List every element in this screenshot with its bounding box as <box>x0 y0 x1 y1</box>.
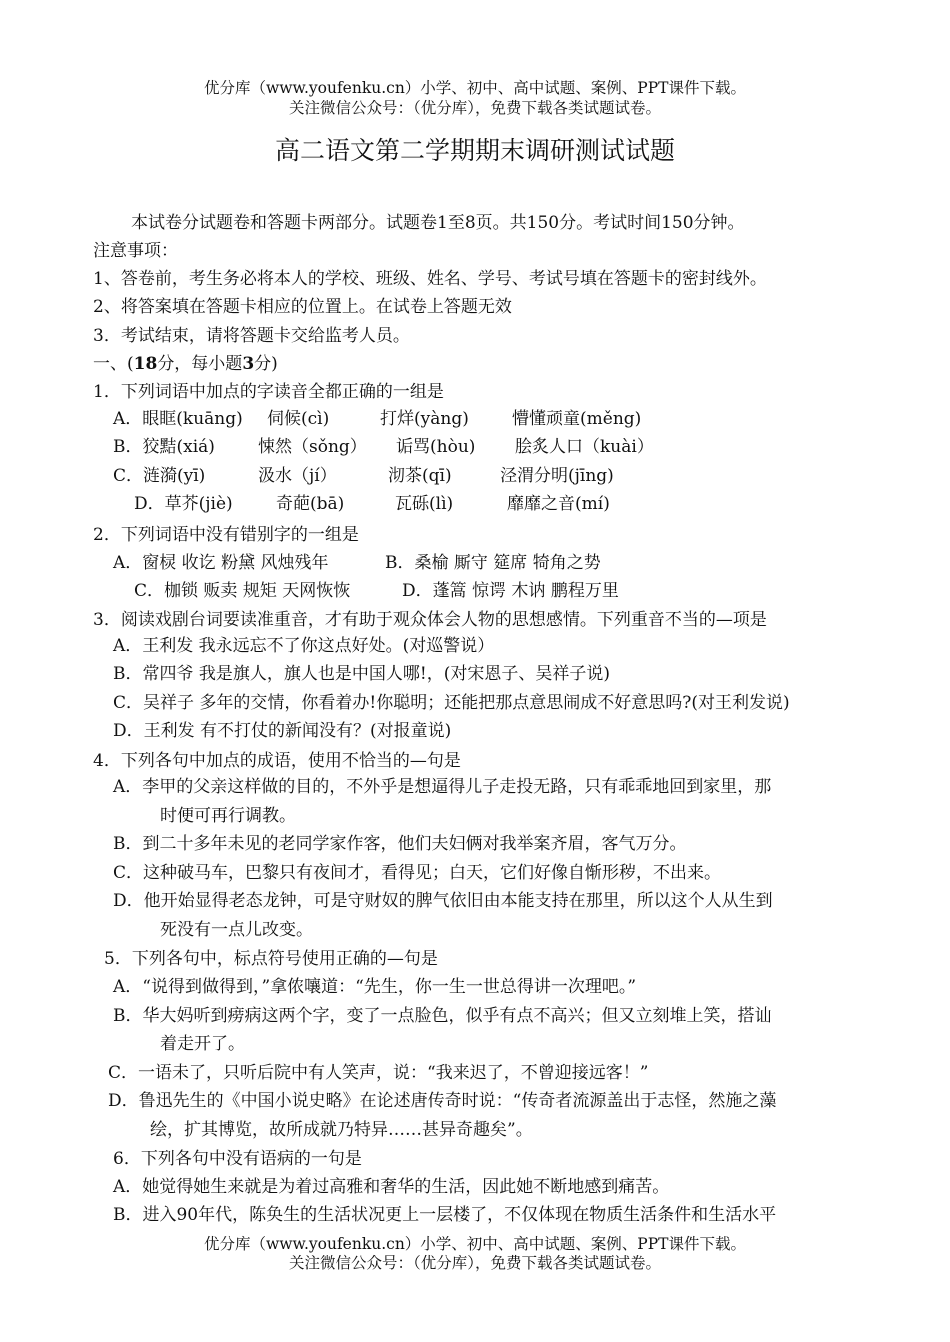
q4-option-d: D．他开始显得老态龙钟，可是守财奴的脾气依旧由本能支持在那里，所以这个人从生到 <box>113 891 773 911</box>
question-2-stem: 2．下列词语中没有错别字的一组是 <box>93 525 359 545</box>
question-3-stem: 3．阅读戏剧台词要读准重音，才有助于观众体会人物的思想感情。下列重音不当的—项是 <box>93 610 767 630</box>
q1-option-a-word: 懵懂顽童(měng) <box>512 409 642 429</box>
page-title: 高二语文第二学期期末调研测试试题 <box>274 136 675 165</box>
q1-option-c-word: C．涟漪(yī) <box>113 466 206 486</box>
q1-option-c-word: 沏茶(qī) <box>388 466 452 486</box>
notes-heading: 注意事项： <box>93 241 178 261</box>
q5-option-d: D．鲁迅先生的《中国小说史略》在论述唐传奇时说：“传奇者流源盖出于志怪，然施之藻 <box>108 1091 777 1111</box>
q3-option: C．吴祥子 多年的交情，你看着办!你聪明；还能把那点意思闹成不好意思吗?(对王利发说) <box>113 693 790 713</box>
q1-option-a-word: A．眼眶(kuāng) <box>113 409 243 429</box>
footer-line-2: 关注微信公众号：（优分库），免费下载各类试题试卷。 <box>288 1254 661 1272</box>
note-item: 3．考试结束，请将答题卡交给监考人员。 <box>93 326 410 346</box>
footer-line-1: 优分库（www.youfenku.cn）小学、初中、高中试题、案例、PPT课件下载。 <box>203 1235 747 1253</box>
q1-option-b-word: 悚然（sǒng） <box>258 437 367 457</box>
section-suffix: 分) <box>254 354 278 374</box>
q1-option-a-word: 伺候(cì) <box>267 409 330 429</box>
q3-option: B．常四爷 我是旗人，旗人也是中国人哪!，(对宋恩子、吴祥子说) <box>113 664 610 684</box>
q2-option-d: D．蓬篙 惊谔 木讷 鹏程万里 <box>402 581 619 601</box>
section-item-score: 3 <box>242 354 255 374</box>
q5-option-a: A．“说得到做得到，”拿侬嚷道：“先生，你一生一世总得讲一次理吧。” <box>113 977 637 997</box>
q2-option-a: A．窗棂 收讫 粉黛 风烛残年 <box>113 553 329 573</box>
q2-option-b: B．桑榆 厮守 筵席 犄角之势 <box>385 553 601 573</box>
q4-option-a: A．李甲的父亲这样做的目的，不外乎是想逼得儿子走投无路，只有乖乖地回到家里，那 <box>113 777 772 797</box>
q1-option-b-word: B．狡黠(xiá) <box>113 437 215 457</box>
q1-option-b-word: 诟骂(hòu) <box>396 437 476 457</box>
q1-option-d-word: D．草芥(jiè) <box>134 494 233 514</box>
q5-option-c: C．一语未了，只听后院中有人笑声，说：“我来迟了，不曾迎接远客！” <box>108 1063 649 1083</box>
section-heading <box>93 353 278 375</box>
section-mid: 分，每小题 <box>157 354 243 374</box>
q4-option-d-cont: 死没有一点儿改变。 <box>160 920 313 940</box>
q5-option-d-cont: 绘，扩其博览，故所成就乃特异……甚异奇趣矣”。 <box>150 1120 533 1140</box>
q3-option: A．王利发 我永远忘不了你这点好处。(对巡警说） <box>113 636 495 656</box>
q1-option-d-word: 瓦砾(lì) <box>395 494 454 514</box>
q5-option-b: B．华大妈听到痨病这两个字，变了一点脸色，似乎有点不高兴；但又立刻堆上笑，搭讪 <box>113 1006 772 1026</box>
q1-option-b-word: 脍炙人口（kuài） <box>515 437 654 457</box>
question-1-stem: 1．下列词语中加点的字读音全都正确的一组是 <box>93 382 444 402</box>
question-6-stem: 6．下列各句中没有语病的一句是 <box>113 1149 362 1169</box>
header-line-1: 优分库（www.youfenku.cn）小学、初中、高中试题、案例、PPT课件下载。 <box>203 79 747 97</box>
header-line-2: 关注微信公众号：（优分库），免费下载各类试题试卷。 <box>288 99 661 117</box>
question-5-stem: 5．下列各句中，标点符号使用正确的—句是 <box>104 949 438 969</box>
section-prefix: 一、( <box>93 354 134 374</box>
q3-option: D．王利发 有不打仗的新闻没有？(对报童说) <box>113 721 452 741</box>
intro-paragraph: 本试卷分试题卷和答题卡两部分。试题卷1至8页。共150分。考试时间150分钟。 <box>131 213 745 233</box>
q1-option-d-word: 奇葩(bā) <box>276 494 345 514</box>
q5-option-b-cont: 着走开了。 <box>160 1034 245 1054</box>
q1-option-c-word: 泾渭分明(jīng) <box>500 466 614 486</box>
q1-option-a-word: 打烊(yàng) <box>380 409 469 429</box>
section-total-score: 18 <box>133 354 158 374</box>
q6-option-b: B．进入90年代，陈奂生的生活状况更上一层楼了，不仅体现在物质生活条件和生活水平 <box>113 1205 777 1225</box>
note-item: 1、答卷前，考生务必将本人的学校、班级、姓名、学号、考试号填在答题卡的密封线外。 <box>93 269 767 289</box>
q1-option-c-word: 汲水（jí） <box>258 466 337 486</box>
q6-option-a: A．她觉得她生来就是为着过高雅和奢华的生活，因此她不断地感到痛苦。 <box>113 1177 670 1197</box>
q2-option-c: C．枷锁 贩卖 规矩 天网恢恢 <box>134 581 351 601</box>
q4-option-b: B．到二十多年未见的老同学家作客，他们夫妇俩对我举案齐眉，客气万分。 <box>113 834 687 854</box>
question-4-stem: 4．下列各句中加点的成语，使用不恰当的—句是 <box>93 751 461 771</box>
q4-option-a-cont: 时便可再行调教。 <box>160 806 296 826</box>
q4-option-c: C．这种破马车，巴黎只有夜间才，看得见；白天，它们好像自惭形秽，不出来。 <box>113 863 722 883</box>
note-item: 2、将答案填在答题卡相应的位置上。在试卷上答题无效 <box>93 297 512 317</box>
q1-option-d-word: 靡靡之音(mí) <box>507 494 610 514</box>
